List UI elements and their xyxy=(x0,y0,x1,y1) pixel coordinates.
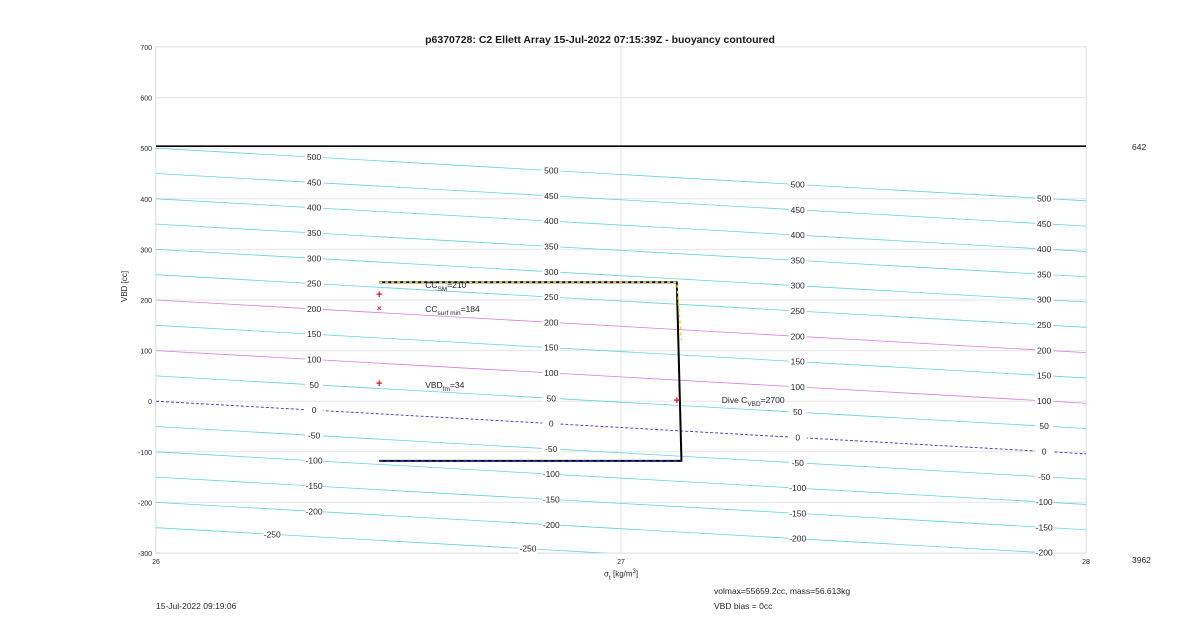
contour-label: 400 xyxy=(307,202,322,213)
contour-label: -100 xyxy=(1035,497,1053,508)
y-tick-label: 600 xyxy=(140,95,152,103)
contour-label: 100 xyxy=(307,354,322,365)
marker-label-tail: =2700 xyxy=(760,395,785,406)
contour-label: 0 xyxy=(548,418,554,429)
y-tick-label: 200 xyxy=(140,298,152,305)
contour-label: 300 xyxy=(1037,294,1052,305)
right-value-top: 642 xyxy=(1132,142,1147,152)
contour-label: 300 xyxy=(544,266,559,277)
marker-label-sub: VBD xyxy=(747,401,761,409)
contour-label: 250 xyxy=(790,306,805,317)
contour-label: 350 xyxy=(307,228,322,239)
y-tick-label: 300 xyxy=(140,247,152,255)
contour-label: 350 xyxy=(790,255,805,266)
contour-label: 200 xyxy=(307,303,322,314)
right-value-bottom: 3962 xyxy=(1132,555,1151,565)
x-axis-label-end: ] xyxy=(635,569,639,579)
x-axis-label-sub: t xyxy=(608,574,611,582)
x-axis-label xyxy=(604,569,638,581)
x-tick-label: 28 xyxy=(1082,559,1090,566)
contour-label: -200 xyxy=(305,506,323,517)
contour-label: -150 xyxy=(305,481,323,492)
contour-label: 500 xyxy=(790,179,805,190)
contour-label: -250 xyxy=(263,529,281,540)
contour-label: 50 xyxy=(792,407,803,418)
contour-label: 100 xyxy=(1037,395,1052,406)
volmax-mass-label: volmax=55659.2cc, mass=56.613kg xyxy=(714,586,851,596)
contour-label: 0 xyxy=(311,405,317,416)
contour-label: 400 xyxy=(1037,244,1052,255)
y-axis-label: VBD [cc] xyxy=(120,270,129,302)
contour-label: -150 xyxy=(542,494,560,505)
contour-label: 400 xyxy=(544,216,559,227)
x-axis-label-main: σ xyxy=(604,569,609,579)
contour-label: -100 xyxy=(789,483,807,494)
marker-label-sub: SM xyxy=(437,285,448,293)
x-tick-label: 27 xyxy=(617,559,625,566)
y-tick-label: 700 xyxy=(140,45,152,52)
y-tick-label: -100 xyxy=(137,449,152,457)
marker-label-sub: surf min xyxy=(437,310,461,318)
marker-label-tail: =210 xyxy=(447,279,467,290)
marker-label-sub: fm xyxy=(442,385,450,393)
contour-label: 250 xyxy=(1037,319,1052,330)
contour-label: 100 xyxy=(544,367,559,378)
contour-label: 150 xyxy=(307,329,322,340)
y-tick-label: 0 xyxy=(148,399,152,407)
contour-label: 350 xyxy=(1037,269,1052,280)
contour-label: 50 xyxy=(1039,421,1049,432)
chart-title: p6370728: C2 Ellett Array 15-Jul-2022 07:15:39Z - buoyancy contoured xyxy=(425,34,775,46)
contour-label: 400 xyxy=(790,230,805,241)
contour-label: 200 xyxy=(1037,345,1052,356)
y-tick-label: 400 xyxy=(140,196,152,204)
contour-label: -150 xyxy=(789,508,807,519)
x-tick-label: 26 xyxy=(152,559,160,566)
marker-label-tail: =34 xyxy=(449,379,465,390)
contour-label: 500 xyxy=(544,165,559,176)
contour-label: 350 xyxy=(544,241,559,252)
contour-label: -50 xyxy=(545,443,558,454)
contour-label: 200 xyxy=(790,331,805,342)
contour-label: 450 xyxy=(307,177,322,188)
contour-label: -50 xyxy=(307,430,321,441)
contour-label: 50 xyxy=(309,379,319,390)
contour-label: 200 xyxy=(544,317,559,328)
contour-label: 250 xyxy=(307,278,322,289)
contour-label: 500 xyxy=(307,152,322,163)
contour-label: -100 xyxy=(305,455,323,466)
contour-label: 150 xyxy=(1037,370,1052,381)
marker-label-main: CC xyxy=(425,279,438,290)
contour-label: 300 xyxy=(790,280,805,291)
contour-label: 450 xyxy=(544,190,559,201)
contour-label: 50 xyxy=(546,393,556,404)
contour-label: 0 xyxy=(795,432,801,443)
y-tick-label: -300 xyxy=(137,551,152,558)
marker-plus: + xyxy=(375,377,383,390)
x-axis-label-unit: [kg/m xyxy=(610,569,633,579)
contour-label: 150 xyxy=(790,356,805,367)
contour-label: 450 xyxy=(1037,218,1052,229)
contour-label: -200 xyxy=(1035,547,1053,558)
marker-label-main: CC xyxy=(425,304,438,315)
contour-label: -50 xyxy=(1038,471,1051,482)
contour-label: 150 xyxy=(544,342,559,353)
contour-label: -200 xyxy=(789,533,807,544)
contour-label: -200 xyxy=(542,519,560,530)
marker-plus: + xyxy=(673,395,681,408)
vbd-bias-label: VBD bias = 0cc xyxy=(714,601,773,611)
y-tick-label: 500 xyxy=(140,146,152,154)
contour-label: 300 xyxy=(307,253,322,264)
marker-plus: + xyxy=(375,288,383,301)
timestamp-label: 15-Jul-2022 09:19:06 xyxy=(156,601,237,611)
contour-label: 100 xyxy=(790,381,805,392)
y-tick-label: -200 xyxy=(137,500,152,508)
contour-label: 500 xyxy=(1037,193,1052,204)
contour-label: -100 xyxy=(542,469,560,480)
contour-label: 0 xyxy=(1041,446,1047,457)
y-tick-label: 100 xyxy=(140,348,152,356)
contour-label: -150 xyxy=(1035,522,1053,533)
contour-label: -250 xyxy=(519,543,537,554)
marker-label-main: VBD xyxy=(425,379,443,390)
marker-label-main: Dive C xyxy=(721,395,748,406)
marker-cross: × xyxy=(376,304,382,314)
contour-label: 250 xyxy=(544,292,559,303)
contour-label: -50 xyxy=(791,457,804,468)
contour-label: 450 xyxy=(790,204,805,215)
x-axis-label-sup: 3 xyxy=(632,569,636,575)
marker-label-tail: =184 xyxy=(460,304,480,315)
